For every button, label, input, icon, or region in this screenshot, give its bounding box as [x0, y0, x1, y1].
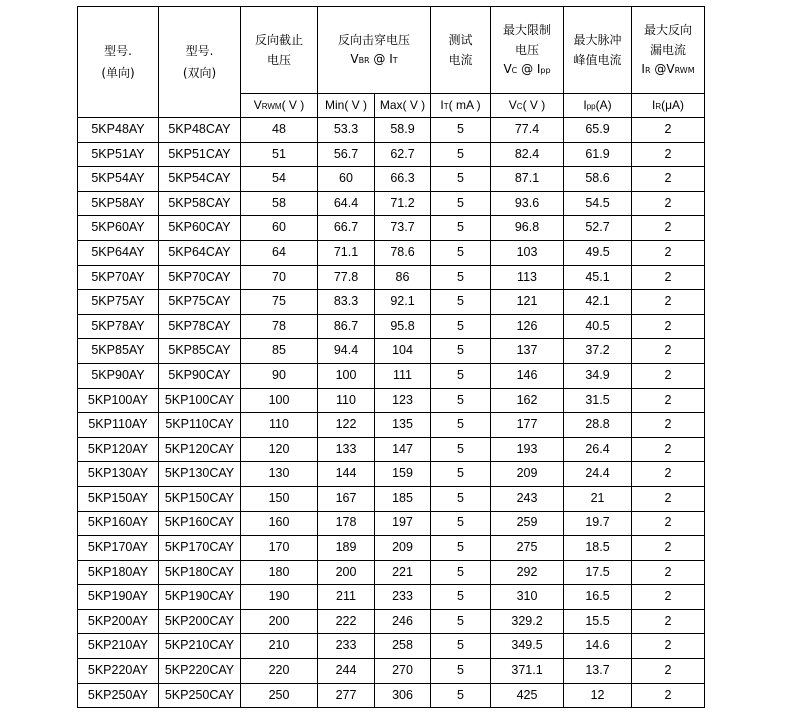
- cell-ir: 2: [632, 462, 705, 487]
- cell-vc: 103: [491, 240, 564, 265]
- cell-model-bi: 5KP85CAY: [159, 339, 241, 364]
- table-row: [78, 363, 705, 388]
- table-row: [78, 683, 705, 708]
- table-row: [78, 216, 705, 241]
- cell-vc: 275: [491, 536, 564, 561]
- cell-vc: 259: [491, 511, 564, 536]
- cell-ir: 2: [632, 486, 705, 511]
- cell-model-uni: 5KP250AY: [78, 683, 159, 708]
- cell-vc: 137: [491, 339, 564, 364]
- cell-ir: 2: [632, 536, 705, 561]
- unit-ipp: Ipp(A): [564, 94, 632, 118]
- unit-vbr-max: Max( V ): [375, 94, 431, 118]
- cell-vbr-min: 244: [318, 659, 375, 684]
- cell-vbr-max: 306: [375, 683, 431, 708]
- cell-vbr-min: 133: [318, 437, 375, 462]
- cell-model-bi: 5KP210CAY: [159, 634, 241, 659]
- cell-ir: 2: [632, 609, 705, 634]
- cell-vbr-min: 233: [318, 634, 375, 659]
- cell-vc: 82.4: [491, 142, 564, 167]
- cell-it: 5: [431, 585, 491, 610]
- cell-ipp: 45.1: [564, 265, 632, 290]
- cell-vc: 177: [491, 413, 564, 438]
- header-model-unidirectional: 型号. (单向): [78, 7, 159, 118]
- cell-model-bi: 5KP58CAY: [159, 191, 241, 216]
- cell-model-bi: 5KP220CAY: [159, 659, 241, 684]
- cell-vrwm: 85: [241, 339, 318, 364]
- cell-vbr-max: 111: [375, 363, 431, 388]
- header-max-clamping-voltage: 最大限制 电压 VC @ Ipp: [491, 7, 564, 94]
- cell-ipp: 26.4: [564, 437, 632, 462]
- cell-vbr-min: 60: [318, 167, 375, 192]
- cell-ir: 2: [632, 191, 705, 216]
- cell-vrwm: 130: [241, 462, 318, 487]
- cell-model-uni: 5KP100AY: [78, 388, 159, 413]
- cell-it: 5: [431, 363, 491, 388]
- table-row: [78, 560, 705, 585]
- cell-ir: 2: [632, 216, 705, 241]
- table-row: [78, 388, 705, 413]
- table-row: [78, 118, 705, 143]
- table-row: [78, 609, 705, 634]
- cell-vc: 310: [491, 585, 564, 610]
- cell-vbr-min: 66.7: [318, 216, 375, 241]
- cell-ipp: 58.6: [564, 167, 632, 192]
- table-row: [78, 167, 705, 192]
- cell-model-uni: 5KP78AY: [78, 314, 159, 339]
- cell-ipp: 54.5: [564, 191, 632, 216]
- cell-vc: 209: [491, 462, 564, 487]
- cell-it: 5: [431, 388, 491, 413]
- cell-vc: 93.6: [491, 191, 564, 216]
- cell-model-uni: 5KP51AY: [78, 142, 159, 167]
- cell-ir: 2: [632, 560, 705, 585]
- cell-ipp: 24.4: [564, 462, 632, 487]
- cell-ir: 2: [632, 659, 705, 684]
- cell-ir: 2: [632, 388, 705, 413]
- cell-vbr-min: 222: [318, 609, 375, 634]
- cell-model-bi: 5KP54CAY: [159, 167, 241, 192]
- cell-ipp: 31.5: [564, 388, 632, 413]
- header-test-current: 测试 电流: [431, 7, 491, 94]
- cell-ir: 2: [632, 585, 705, 610]
- unit-vbr-min: Min( V ): [318, 94, 375, 118]
- cell-it: 5: [431, 240, 491, 265]
- cell-vbr-max: 270: [375, 659, 431, 684]
- cell-ir: 2: [632, 290, 705, 315]
- cell-ir: 2: [632, 363, 705, 388]
- cell-vbr-min: 211: [318, 585, 375, 610]
- cell-vc: 193: [491, 437, 564, 462]
- cell-model-bi: 5KP250CAY: [159, 683, 241, 708]
- cell-it: 5: [431, 413, 491, 438]
- cell-vbr-max: 86: [375, 265, 431, 290]
- cell-vrwm: 64: [241, 240, 318, 265]
- cell-ipp: 49.5: [564, 240, 632, 265]
- cell-vc: 126: [491, 314, 564, 339]
- cell-it: 5: [431, 659, 491, 684]
- cell-vrwm: 70: [241, 265, 318, 290]
- cell-model-bi: 5KP110CAY: [159, 413, 241, 438]
- cell-vbr-min: 144: [318, 462, 375, 487]
- cell-model-uni: 5KP190AY: [78, 585, 159, 610]
- table-row: [78, 191, 705, 216]
- cell-model-bi: 5KP75CAY: [159, 290, 241, 315]
- table-row: [78, 659, 705, 684]
- cell-ipp: 28.8: [564, 413, 632, 438]
- cell-it: 5: [431, 314, 491, 339]
- cell-model-uni: 5KP90AY: [78, 363, 159, 388]
- cell-ir: 2: [632, 683, 705, 708]
- cell-model-uni: 5KP60AY: [78, 216, 159, 241]
- cell-model-bi: 5KP160CAY: [159, 511, 241, 536]
- cell-ipp: 42.1: [564, 290, 632, 315]
- cell-ipp: 65.9: [564, 118, 632, 143]
- cell-model-bi: 5KP170CAY: [159, 536, 241, 561]
- cell-vrwm: 58: [241, 191, 318, 216]
- cell-vbr-max: 221: [375, 560, 431, 585]
- cell-vrwm: 180: [241, 560, 318, 585]
- cell-model-uni: 5KP130AY: [78, 462, 159, 487]
- cell-vbr-min: 77.8: [318, 265, 375, 290]
- header-peak-pulse-current: 最大脉冲 峰值电流: [564, 7, 632, 94]
- cell-vc: 77.4: [491, 118, 564, 143]
- cell-model-bi: 5KP130CAY: [159, 462, 241, 487]
- cell-ipp: 21: [564, 486, 632, 511]
- unit-it: IT( mA ): [431, 94, 491, 118]
- cell-model-uni: 5KP200AY: [78, 609, 159, 634]
- cell-vbr-max: 95.8: [375, 314, 431, 339]
- cell-ir: 2: [632, 142, 705, 167]
- cell-model-uni: 5KP75AY: [78, 290, 159, 315]
- cell-vbr-min: 178: [318, 511, 375, 536]
- cell-it: 5: [431, 265, 491, 290]
- table-body: [78, 118, 705, 708]
- cell-ipp: 61.9: [564, 142, 632, 167]
- cell-it: 5: [431, 339, 491, 364]
- cell-vbr-min: 122: [318, 413, 375, 438]
- cell-model-bi: 5KP90CAY: [159, 363, 241, 388]
- cell-model-uni: 5KP110AY: [78, 413, 159, 438]
- cell-it: 5: [431, 191, 491, 216]
- cell-model-uni: 5KP48AY: [78, 118, 159, 143]
- cell-vbr-max: 92.1: [375, 290, 431, 315]
- cell-vrwm: 210: [241, 634, 318, 659]
- cell-it: 5: [431, 142, 491, 167]
- table-row: [78, 240, 705, 265]
- cell-vbr-max: 185: [375, 486, 431, 511]
- cell-vbr-min: 189: [318, 536, 375, 561]
- cell-model-bi: 5KP60CAY: [159, 216, 241, 241]
- cell-it: 5: [431, 609, 491, 634]
- cell-it: 5: [431, 634, 491, 659]
- cell-ir: 2: [632, 413, 705, 438]
- cell-vbr-min: 94.4: [318, 339, 375, 364]
- cell-vc: 162: [491, 388, 564, 413]
- cell-vbr-min: 64.4: [318, 191, 375, 216]
- cell-vrwm: 90: [241, 363, 318, 388]
- cell-vbr-max: 159: [375, 462, 431, 487]
- cell-vc: 146: [491, 363, 564, 388]
- header-reverse-leakage-current: 最大反向 漏电流 IR @VRWM: [632, 7, 705, 94]
- cell-ipp: 17.5: [564, 560, 632, 585]
- cell-ir: 2: [632, 265, 705, 290]
- cell-vrwm: 150: [241, 486, 318, 511]
- cell-vbr-min: 71.1: [318, 240, 375, 265]
- cell-vrwm: 60: [241, 216, 318, 241]
- cell-model-bi: 5KP120CAY: [159, 437, 241, 462]
- cell-model-bi: 5KP200CAY: [159, 609, 241, 634]
- cell-vbr-max: 233: [375, 585, 431, 610]
- cell-vrwm: 120: [241, 437, 318, 462]
- cell-vbr-min: 86.7: [318, 314, 375, 339]
- cell-ipp: 34.9: [564, 363, 632, 388]
- cell-model-bi: 5KP100CAY: [159, 388, 241, 413]
- cell-vc: 121: [491, 290, 564, 315]
- cell-ipp: 40.5: [564, 314, 632, 339]
- cell-model-uni: 5KP170AY: [78, 536, 159, 561]
- cell-vbr-max: 135: [375, 413, 431, 438]
- cell-ir: 2: [632, 339, 705, 364]
- cell-vbr-min: 110: [318, 388, 375, 413]
- table-row: [78, 290, 705, 315]
- cell-vrwm: 190: [241, 585, 318, 610]
- cell-vc: 292: [491, 560, 564, 585]
- cell-vrwm: 170: [241, 536, 318, 561]
- cell-ipp: 13.7: [564, 659, 632, 684]
- electrical-characteristics-table: [77, 6, 705, 708]
- cell-ir: 2: [632, 118, 705, 143]
- cell-model-bi: 5KP70CAY: [159, 265, 241, 290]
- cell-it: 5: [431, 462, 491, 487]
- cell-model-uni: 5KP85AY: [78, 339, 159, 364]
- cell-model-bi: 5KP190CAY: [159, 585, 241, 610]
- table-row: [78, 511, 705, 536]
- cell-it: 5: [431, 486, 491, 511]
- cell-vrwm: 48: [241, 118, 318, 143]
- cell-model-bi: 5KP180CAY: [159, 560, 241, 585]
- cell-model-uni: 5KP160AY: [78, 511, 159, 536]
- cell-vrwm: 100: [241, 388, 318, 413]
- cell-vbr-max: 73.7: [375, 216, 431, 241]
- cell-ipp: 16.5: [564, 585, 632, 610]
- cell-model-bi: 5KP48CAY: [159, 118, 241, 143]
- cell-vrwm: 200: [241, 609, 318, 634]
- cell-ipp: 14.6: [564, 634, 632, 659]
- cell-vbr-min: 277: [318, 683, 375, 708]
- cell-vbr-max: 71.2: [375, 191, 431, 216]
- cell-ir: 2: [632, 437, 705, 462]
- table-row: [78, 413, 705, 438]
- cell-vrwm: 78: [241, 314, 318, 339]
- cell-vc: 371.1: [491, 659, 564, 684]
- cell-vbr-max: 197: [375, 511, 431, 536]
- cell-model-bi: 5KP64CAY: [159, 240, 241, 265]
- cell-vbr-max: 62.7: [375, 142, 431, 167]
- cell-vbr-max: 147: [375, 437, 431, 462]
- cell-model-uni: 5KP120AY: [78, 437, 159, 462]
- cell-ipp: 37.2: [564, 339, 632, 364]
- cell-vc: 243: [491, 486, 564, 511]
- cell-it: 5: [431, 511, 491, 536]
- cell-ipp: 52.7: [564, 216, 632, 241]
- cell-vrwm: 250: [241, 683, 318, 708]
- cell-vbr-max: 58.9: [375, 118, 431, 143]
- cell-it: 5: [431, 536, 491, 561]
- cell-vrwm: 110: [241, 413, 318, 438]
- cell-vbr-min: 100: [318, 363, 375, 388]
- table-row: [78, 314, 705, 339]
- cell-vrwm: 160: [241, 511, 318, 536]
- table-row: [78, 634, 705, 659]
- cell-ipp: 15.5: [564, 609, 632, 634]
- cell-it: 5: [431, 167, 491, 192]
- cell-vrwm: 75: [241, 290, 318, 315]
- unit-ir: IR(μA): [632, 94, 705, 118]
- header-breakdown-voltage: 反向击穿电压 VBR @ IT: [318, 7, 431, 94]
- cell-vc: 96.8: [491, 216, 564, 241]
- cell-model-uni: 5KP70AY: [78, 265, 159, 290]
- cell-ipp: 12: [564, 683, 632, 708]
- cell-vbr-min: 56.7: [318, 142, 375, 167]
- cell-vbr-min: 83.3: [318, 290, 375, 315]
- cell-model-uni: 5KP180AY: [78, 560, 159, 585]
- cell-vrwm: 220: [241, 659, 318, 684]
- cell-model-bi: 5KP78CAY: [159, 314, 241, 339]
- cell-vc: 329.2: [491, 609, 564, 634]
- cell-vrwm: 51: [241, 142, 318, 167]
- cell-model-uni: 5KP150AY: [78, 486, 159, 511]
- cell-ir: 2: [632, 634, 705, 659]
- cell-vbr-max: 258: [375, 634, 431, 659]
- cell-vbr-min: 200: [318, 560, 375, 585]
- table-row: [78, 265, 705, 290]
- cell-it: 5: [431, 290, 491, 315]
- cell-it: 5: [431, 118, 491, 143]
- table-row: [78, 437, 705, 462]
- cell-model-uni: 5KP64AY: [78, 240, 159, 265]
- cell-vrwm: 54: [241, 167, 318, 192]
- unit-vrwm: VRWM( V ): [241, 94, 318, 118]
- cell-ir: 2: [632, 240, 705, 265]
- header-reverse-standoff-voltage: 反向截止 电压: [241, 7, 318, 94]
- cell-model-bi: 5KP150CAY: [159, 486, 241, 511]
- cell-vbr-max: 246: [375, 609, 431, 634]
- cell-it: 5: [431, 437, 491, 462]
- table-row: [78, 536, 705, 561]
- cell-model-uni: 5KP210AY: [78, 634, 159, 659]
- table-row: [78, 339, 705, 364]
- cell-it: 5: [431, 560, 491, 585]
- cell-vbr-min: 53.3: [318, 118, 375, 143]
- cell-model-uni: 5KP54AY: [78, 167, 159, 192]
- cell-vbr-max: 123: [375, 388, 431, 413]
- cell-ipp: 18.5: [564, 536, 632, 561]
- table-row: [78, 142, 705, 167]
- cell-vbr-max: 78.6: [375, 240, 431, 265]
- cell-ir: 2: [632, 167, 705, 192]
- cell-vbr-min: 167: [318, 486, 375, 511]
- cell-it: 5: [431, 683, 491, 708]
- cell-model-uni: 5KP220AY: [78, 659, 159, 684]
- cell-ir: 2: [632, 511, 705, 536]
- cell-model-bi: 5KP51CAY: [159, 142, 241, 167]
- table-row: [78, 462, 705, 487]
- cell-vc: 87.1: [491, 167, 564, 192]
- cell-vbr-max: 209: [375, 536, 431, 561]
- cell-it: 5: [431, 216, 491, 241]
- cell-vc: 425: [491, 683, 564, 708]
- cell-model-uni: 5KP58AY: [78, 191, 159, 216]
- cell-vc: 349.5: [491, 634, 564, 659]
- cell-ir: 2: [632, 314, 705, 339]
- table-row: [78, 585, 705, 610]
- unit-vc: VC( V ): [491, 94, 564, 118]
- table-row: [78, 486, 705, 511]
- cell-ipp: 19.7: [564, 511, 632, 536]
- header-model-bidirectional: 型号. (双向): [159, 7, 241, 118]
- cell-vbr-max: 104: [375, 339, 431, 364]
- cell-vc: 113: [491, 265, 564, 290]
- cell-vbr-max: 66.3: [375, 167, 431, 192]
